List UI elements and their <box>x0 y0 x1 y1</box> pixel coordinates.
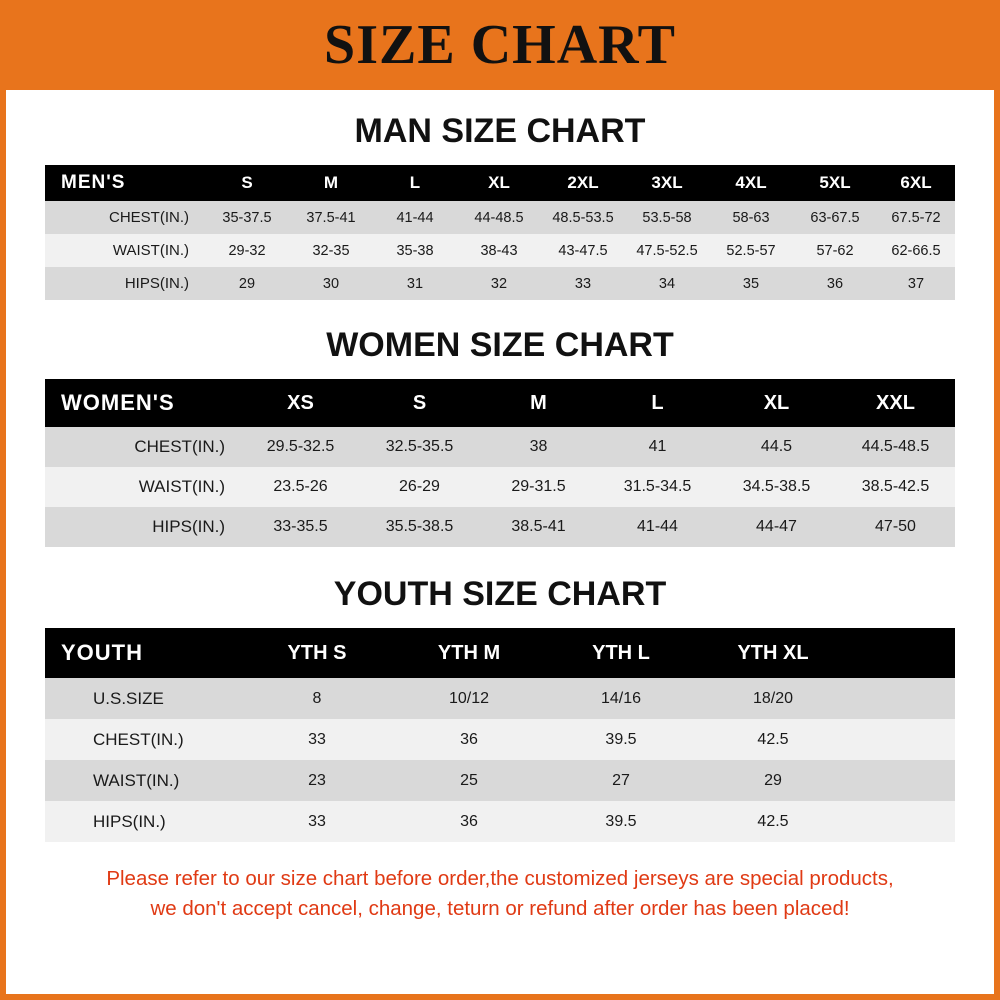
women-table-wrap <box>45 379 955 547</box>
youth-header-cell: YTH L <box>545 628 697 678</box>
women-cell: 34.5-38.5 <box>717 467 836 507</box>
women-cell: 29.5-32.5 <box>241 427 360 467</box>
men-cell: 58-63 <box>709 201 793 234</box>
youth-cell <box>849 719 955 760</box>
men-header-cell: MEN'S <box>45 165 205 201</box>
women-row-label: WAIST(IN.) <box>45 467 241 507</box>
men-cell: 47.5-52.5 <box>625 234 709 267</box>
youth-cell: 14/16 <box>545 678 697 719</box>
table-row <box>45 719 955 760</box>
women-header-cell: WOMEN'S <box>45 379 241 427</box>
banner-title: SIZE CHART <box>324 14 676 76</box>
men-cell: 35-37.5 <box>205 201 289 234</box>
youth-cell <box>849 678 955 719</box>
youth-row-label: CHEST(IN.) <box>45 719 241 760</box>
men-cell: 32-35 <box>289 234 373 267</box>
youth-header-cell: YTH M <box>393 628 545 678</box>
youth-header-cell: YTH S <box>241 628 393 678</box>
women-header-cell: M <box>479 379 598 427</box>
women-row-label: CHEST(IN.) <box>45 427 241 467</box>
youth-cell: 27 <box>545 760 697 801</box>
women-cell: 26-29 <box>360 467 479 507</box>
men-cell: 67.5-72 <box>877 201 955 234</box>
return-policy-notice <box>30 864 970 923</box>
youth-cell: 42.5 <box>697 719 849 760</box>
youth-cell: 29 <box>697 760 849 801</box>
men-header-cell: XL <box>457 165 541 201</box>
youth-row-label: HIPS(IN.) <box>45 801 241 842</box>
table-row <box>45 201 955 234</box>
table-row <box>45 427 955 467</box>
women-header-cell: XL <box>717 379 836 427</box>
women-cell: 44.5 <box>717 427 836 467</box>
men-section-title: MAN SIZE CHART <box>354 112 646 150</box>
youth-cell <box>849 760 955 801</box>
men-cell: 62-66.5 <box>877 234 955 267</box>
men-cell: 38-43 <box>457 234 541 267</box>
youth-row-label: WAIST(IN.) <box>45 760 241 801</box>
men-header-cell: 3XL <box>625 165 709 201</box>
women-cell: 23.5-26 <box>241 467 360 507</box>
women-cell: 41 <box>598 427 717 467</box>
women-header-row <box>45 379 955 427</box>
women-cell: 33-35.5 <box>241 507 360 547</box>
youth-cell <box>849 801 955 842</box>
youth-cell: 36 <box>393 801 545 842</box>
women-cell: 47-50 <box>836 507 955 547</box>
men-cell: 37.5-41 <box>289 201 373 234</box>
youth-header-row <box>45 628 955 678</box>
men-header-cell: L <box>373 165 457 201</box>
men-header-cell: 5XL <box>793 165 877 201</box>
youth-cell: 39.5 <box>545 801 697 842</box>
men-cell: 41-44 <box>373 201 457 234</box>
table-row <box>45 467 955 507</box>
women-size-table <box>45 379 955 547</box>
men-header-cell: 6XL <box>877 165 955 201</box>
youth-cell: 33 <box>241 719 393 760</box>
women-cell: 31.5-34.5 <box>598 467 717 507</box>
men-cell: 52.5-57 <box>709 234 793 267</box>
men-size-table <box>45 165 955 300</box>
notice-line-2: we don't accept cancel, change, teturn or refund after order has been placed! <box>150 896 850 920</box>
men-cell: 44-48.5 <box>457 201 541 234</box>
youth-cell: 33 <box>241 801 393 842</box>
women-cell: 41-44 <box>598 507 717 547</box>
banner <box>6 0 994 90</box>
men-cell: 53.5-58 <box>625 201 709 234</box>
men-header-cell: 2XL <box>541 165 625 201</box>
youth-cell: 23 <box>241 760 393 801</box>
women-cell: 38 <box>479 427 598 467</box>
men-cell: 43-47.5 <box>541 234 625 267</box>
table-row <box>45 234 955 267</box>
table-row <box>45 507 955 547</box>
men-cell: 37 <box>877 267 955 300</box>
men-cell: 36 <box>793 267 877 300</box>
youth-cell: 36 <box>393 719 545 760</box>
youth-section-title: YOUTH SIZE CHART <box>333 575 667 613</box>
women-cell: 32.5-35.5 <box>360 427 479 467</box>
women-header-cell: XXL <box>836 379 955 427</box>
men-row-label: CHEST(IN.) <box>45 201 205 234</box>
youth-cell: 8 <box>241 678 393 719</box>
youth-table-wrap <box>45 628 955 842</box>
women-cell: 44.5-48.5 <box>836 427 955 467</box>
women-cell: 35.5-38.5 <box>360 507 479 547</box>
men-cell: 48.5-53.5 <box>541 201 625 234</box>
youth-row-label: U.S.SIZE <box>45 678 241 719</box>
women-cell: 44-47 <box>717 507 836 547</box>
youth-cell: 42.5 <box>697 801 849 842</box>
men-row-label: HIPS(IN.) <box>45 267 205 300</box>
men-header-row <box>45 165 955 201</box>
notice-line-1: Please refer to our size chart before order,the customized jerseys are special products, <box>106 867 894 890</box>
men-header-cell: S <box>205 165 289 201</box>
table-row <box>45 267 955 300</box>
men-cell: 32 <box>457 267 541 300</box>
men-cell: 29-32 <box>205 234 289 267</box>
women-row-label: HIPS(IN.) <box>45 507 241 547</box>
men-table-wrap <box>45 165 955 300</box>
women-header-cell: L <box>598 379 717 427</box>
men-cell: 31 <box>373 267 457 300</box>
men-header-cell: 4XL <box>709 165 793 201</box>
women-header-cell: XS <box>241 379 360 427</box>
youth-cell: 39.5 <box>545 719 697 760</box>
youth-size-table <box>45 628 955 842</box>
men-cell: 63-67.5 <box>793 201 877 234</box>
men-cell: 35 <box>709 267 793 300</box>
youth-header-cell <box>849 628 955 678</box>
men-cell: 29 <box>205 267 289 300</box>
youth-cell: 18/20 <box>697 678 849 719</box>
men-cell: 57-62 <box>793 234 877 267</box>
men-cell: 33 <box>541 267 625 300</box>
youth-cell: 25 <box>393 760 545 801</box>
women-cell: 29-31.5 <box>479 467 598 507</box>
men-cell: 30 <box>289 267 373 300</box>
table-row <box>45 760 955 801</box>
men-cell: 35-38 <box>373 234 457 267</box>
youth-header-cell: YTH XL <box>697 628 849 678</box>
women-header-cell: S <box>360 379 479 427</box>
table-row <box>45 801 955 842</box>
youth-cell: 10/12 <box>393 678 545 719</box>
women-cell: 38.5-42.5 <box>836 467 955 507</box>
women-cell: 38.5-41 <box>479 507 598 547</box>
men-cell: 34 <box>625 267 709 300</box>
men-row-label: WAIST(IN.) <box>45 234 205 267</box>
men-header-cell: M <box>289 165 373 201</box>
women-section-title: WOMEN SIZE CHART <box>326 326 674 364</box>
table-row <box>45 678 955 719</box>
youth-header-cell: YOUTH <box>45 628 241 678</box>
